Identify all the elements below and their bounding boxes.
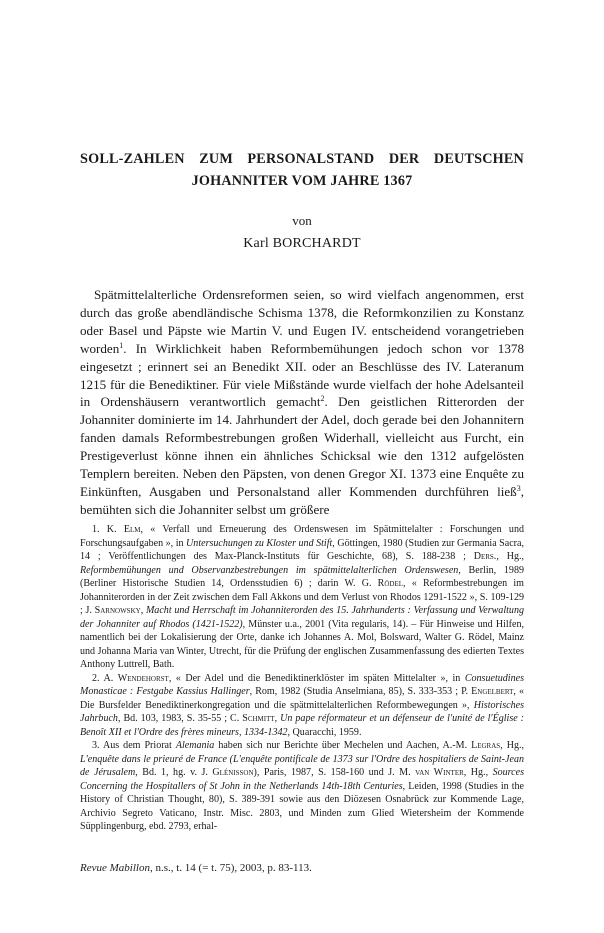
journal-volume-pages: , n.s., t. 14 (= t. 75), 2003, p. 83-113.: [149, 862, 312, 874]
footnote-3: 3. Aus dem Priorat Alemania haben sich nur Berichte über Mechelen und Aachen, A.-M. Legras, Hg., L'enquête dans le prieuré de France (L'enquête pontificale de 1373 sur l'Ordre des hospitaliers de Saint-Jean de Jérusalem, Bd. 1, hg. v. J. Glénisson), Paris, 1987, S. 158-160 und J. M. van Winter, Hg., Sources Concerning the Hospitallers of St John in the Netherlands 14th-18th Centuries, Leiden, 1998 (Studies in the History of Christian Thought, 80), S. 389-391 sowie aus den Diözesen Osnabrück zur Kommende Lage, Archivio Segreto Vaticano, Instr. Misc. 2803, und Minden zum Glied Wietersheim der Kommende Süpplingenburg, ebd. 2793, erhal-: [80, 740, 525, 832]
title-line-1: SOLL-ZAHLEN ZUM PERSONALSTAND DER DEUTSCHEN: [80, 151, 524, 167]
journal-name: Revue Mabillon: [80, 862, 150, 874]
article-title: [80, 148, 524, 192]
body-paragraph: [80, 286, 524, 519]
footnotes: [80, 523, 524, 834]
footnote-2: 2. A. Wendehorst, « Der Adel und die Benediktinerklöster im späten Mittelalter », in Consuetudines Monasticae : Festgabe Kassius Hallinger, Rom, 1982 (Studia Anselmiana, 85), S. 333-353 ; P. Engelbert, « Die Bursfelder Benediktinerkongregation und die spätmittelalterlichen Reformbewegungen », Historisches Jahrbuch, Bd. 103, 1983, S. 35-55 ; C. Schmitt, Un pape réformateur et un défenseur de l'unité de l'Église : Benoît XII et l'Ordre des frères mineurs, 1334-1342, Quaracchi, 1959.: [80, 672, 525, 738]
footnote-ref-1[interactable]: 1: [119, 340, 124, 350]
author-name: Karl BORCHARDT: [243, 236, 361, 251]
footnote-1: 1. K. Elm, « Verfall und Erneuerung des Ordenswesen im Spätmittelalter : Forschungen und Forschungsaufgaben », in Untersuchungen zu Kloster und Stift, Göttingen, 1980 (Studien zur Germania Sacra, 14 ; Veröffentlichungen des Max-Planck-Instituts für Geschichte, 68), S. 188-238 ; Ders., Hg., Reformbemühungen und Observanzbestrebungen im spätmittelalterlichen Ordenswesen, Berlin, 1989 (Berliner Historische Studien 14, Ordensstudien 6) ; darin W. G. Rödel, « Reformbestrebungen im Johanniterorden in der Zeit zwischen dem Fall Akkons und dem Verlust von Rhodos 1291-1522 », S. 109-129 ; J. Sarnowsky, Macht und Herrschaft im Johanniterorden des 15. Jahrhunderts : Verfassung und Verwaltung der Johanniter auf Rhodos (1421-1522), Münster u.a., 2001 (Vita regularis, 14). – Für Hinweise und Hilfen, namentlich bei der Lokalisierung der Orte, danke ich Johannes A. Mol, Bolsward, Walter G. Rödel, Mainz und Johanna Maria van Winter, Utrecht, für die Prüfung der englischen Zusammenfassung des edierten Textes Anthony Luttrell, Bath.: [80, 524, 524, 670]
byline-von: von: [292, 213, 312, 228]
footnote-ref-2[interactable]: 2: [320, 394, 325, 404]
body-text-part-3: . Den geistlichen Ritterorden der Johanniter dominierte im 14. Jahrhundert der Adel, doch gerade bei den Johannitern fanden damals Reformbestrebungen großen Widerhall, vielleicht aus Furcht, ein Prestigeverlust könne ihnen ein ähnliches Schicksal wie den 1312 aufgelösten Templern bereiten. Neben den Päpsten, von denen Gregor XI. 1373 eine Enquête zu Einkünften, Ausgaben und Personalstand aller Kommenden durchführen ließ: [80, 394, 524, 499]
body-text-part-1: Spätmittelalterliche Ordensreformen seien, so wird vielfach angenommen, erst durch das große abendländische Schisma 1378, die Reformkonzilien zu Konstanz oder Basel und Päpste wie Martin V. und Eugen IV. entscheidend vorangetrieben worden: [80, 287, 524, 356]
body-text-part-2: . In Wirklichkeit haben Reformbemühungen jedoch schon vor 1378 eingesetzt ; erinnert sei an Benedikt XII. oder an Beschlüsse des IV. Lateranum 1215 für die Benediktiner. Für viele Mißstände wurde vielfach der hohe Adelsanteil in Ordenshäusern verantwortlich gemacht: [80, 340, 524, 410]
footnote-ref-3[interactable]: 3: [516, 483, 521, 493]
title-line-2: JOHANNITER VOM JAHRE 1367: [191, 173, 413, 189]
body-text-part-4: , bemühten sich die Johanniter selbst um größere: [80, 483, 524, 517]
journal-citation: [80, 862, 312, 874]
